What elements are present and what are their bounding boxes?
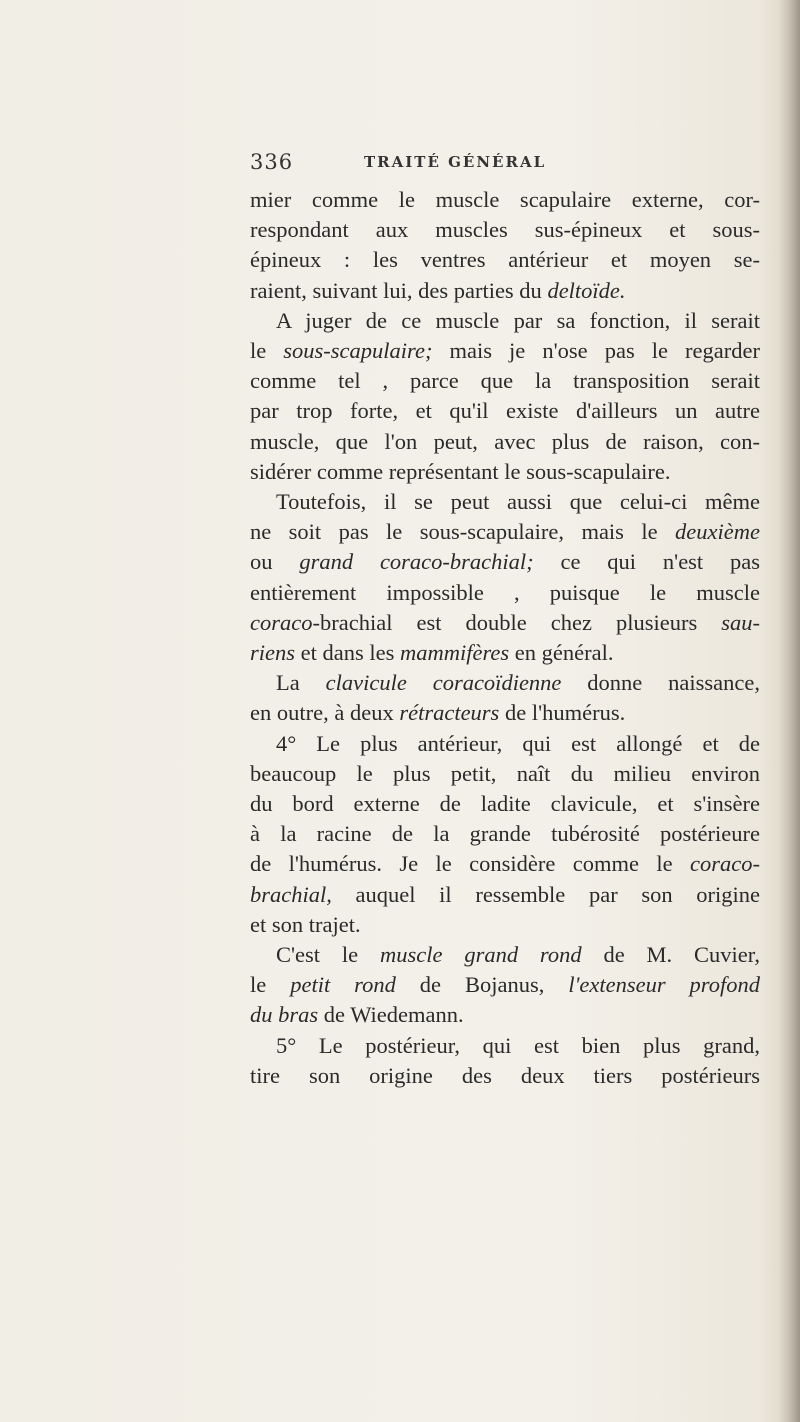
text-line: épineux : les ventres antérieur et moyen se-	[250, 247, 760, 273]
text-line: par trop forte, et qu'il existe d'ailleurs un autre	[250, 398, 760, 424]
text-line: 4° Le plus antérieur, qui est allongé et de	[276, 730, 760, 756]
text-line: coraco-brachial est double chez plusieurs sau-	[250, 609, 760, 635]
body-text	[250, 185, 760, 1091]
text-line: mier comme le muscle scapulaire externe, cor-	[250, 187, 760, 212]
page-number: 336	[250, 150, 294, 174]
text-line: en outre, à deux rétracteurs de l'humérus.	[250, 700, 626, 726]
text-line: sidérer comme représentant le sous-scapulaire.	[250, 458, 671, 484]
text-line: La clavicule coracoïdienne donne naissance,	[276, 670, 761, 696]
text-line: muscle, que l'on peut, avec plus de raison, con-	[250, 428, 760, 454]
page-edge-shadow	[778, 0, 800, 1422]
running-title: TRAITÉ GÉNÉRAL	[364, 153, 547, 171]
text-line: du bras de Wiedemann.	[250, 1002, 464, 1028]
text-line: à la racine de la grande tubérosité postérieure	[250, 821, 760, 847]
text-line: comme tel , parce que la transposition serait	[250, 368, 760, 394]
text-line: 5° Le postérieur, qui est bien plus grand,	[276, 1032, 760, 1058]
page-header	[250, 150, 750, 178]
text-line: entièrement impossible , puisque le muscle	[250, 579, 760, 605]
text-line: et son trajet.	[250, 911, 361, 937]
text-line: raient, suivant lui, des parties du deltoïde.	[250, 277, 626, 303]
text-line: le petit rond de Bojanus, l'extenseur profond	[250, 972, 760, 998]
text-line: du bord externe de ladite clavicule, et s'insère	[250, 791, 760, 817]
text-line: C'est le muscle grand rond de M. Cuvier,	[276, 942, 760, 968]
text-line: ou grand coraco-brachial; ce qui n'est pas	[250, 549, 761, 575]
text-line: respondant aux muscles sus-épineux et sous-	[250, 217, 760, 243]
text-line: de l'humérus. Je le considère comme le coraco-	[250, 851, 760, 877]
text-line: beaucoup le plus petit, naît du milieu environ	[250, 760, 760, 786]
text-line: le sous-scapulaire; mais je n'ose pas le regarder	[250, 338, 760, 364]
text-line: brachial, auquel il ressemble par son origine	[250, 881, 760, 907]
text-line: ne soit pas le sous-scapulaire, mais le deuxième	[250, 519, 760, 545]
text-line: tire son origine des deux tiers postérieurs	[250, 1062, 760, 1088]
text-line: riens et dans les mammifères en général.	[250, 640, 614, 666]
text-line: A juger de ce muscle par sa fonction, il serait	[276, 307, 760, 333]
text-line: Toutefois, il se peut aussi que celui-ci même	[276, 489, 760, 515]
